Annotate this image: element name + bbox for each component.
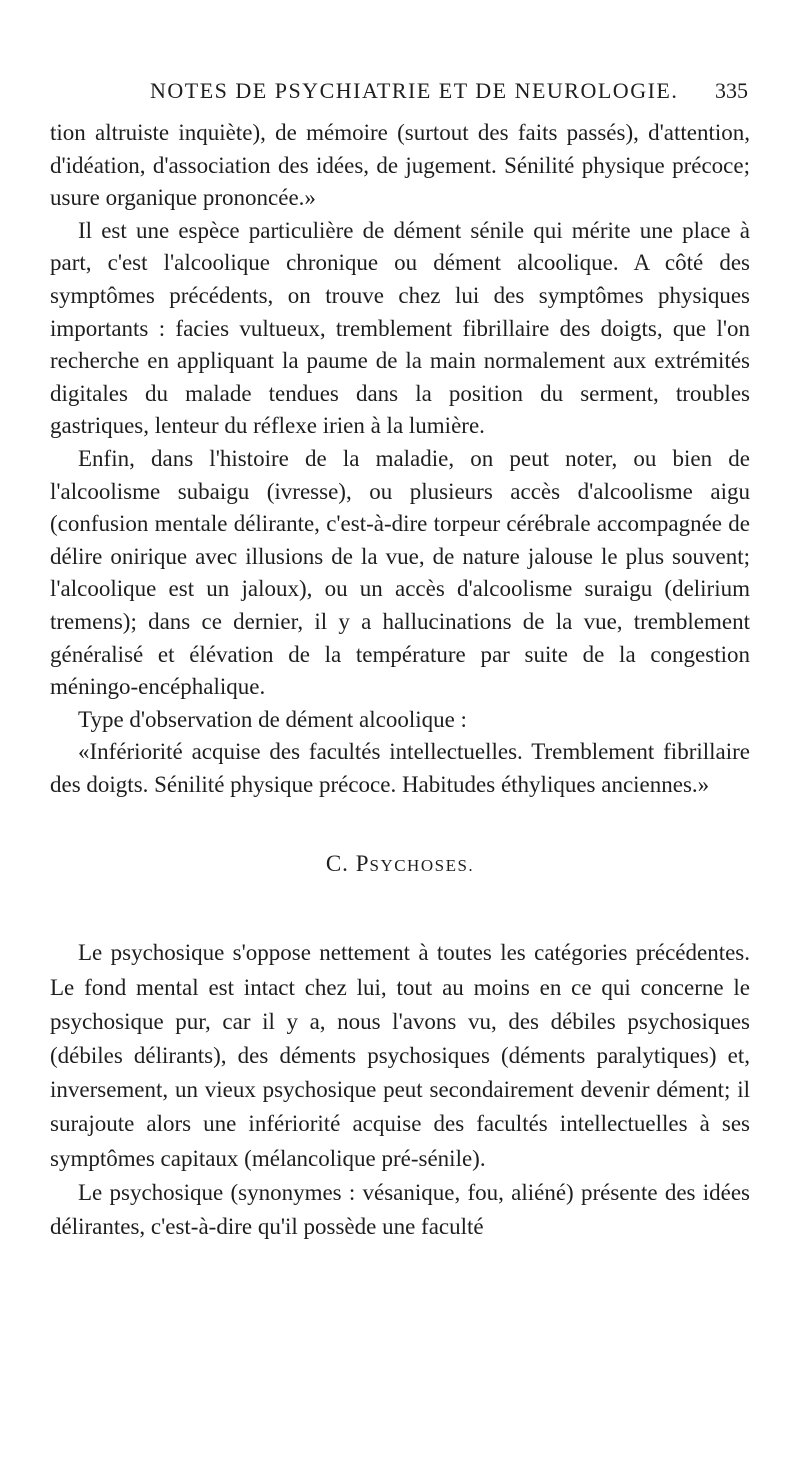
paragraph-observation-quote: «Infériorité acquise des facultés intellectuelles. Tremblement fibrillaire des doigts. Sénilité physique précoce. Habitudes éthyliques anciennes.»: [50, 739, 750, 797]
paragraph-type-observation: Type d'observation de dément alcoolique :: [78, 706, 467, 732]
running-title: NOTES DE PSYCHIATRIE ET DE NEUROLOGIE.: [150, 78, 679, 103]
section-psychoses: [50, 936, 750, 1244]
paragraph-continuation: tion altruiste inquiète), de mémoire (surtout des faits passés), d'attention, d'idéation, d'association des idées, de jugement. Sénilité physique précoce; usure organique prononcée.»: [50, 120, 750, 211]
section-title-initial: P: [355, 851, 370, 877]
paragraph-psychosique: Le psychosique s'oppose nettement à toutes les catégories précédentes. Le fond mental est intact chez lui, tout au moins en ce qui concerne le psychosique pur, car il y a, nous l'avons vu, des débiles psychosiques (débiles délirants), des déments psychosiques (déments paralytiques) et, inversement, un vieux psychosique peut secondairement devenir dément; il surajoute alors une infériorité acquise des facultés intellectuelles à ses symptômes capitaux (mélancolique pré-sénile).: [50, 940, 750, 1171]
section-heading: [50, 848, 750, 882]
page-body: [50, 117, 750, 1244]
running-header: [50, 78, 748, 108]
paragraph-dement-alcoolique: Il est une espèce particulière de dément sénile qui mérite une place à part, c'est l'alcoolique chronique ou dément alcoolique. A côté des symptômes précédents, on trouve chez lui des symptômes physiques importants : facies vultueux, tremblement fibrillaire des doigts, que l'on recherche en appliquant la paume de la main normalement aux extrémités digitales du malade tendues dans la position du serment, troubles gastriques, lenteur du réflexe irien à la lumière.: [50, 217, 750, 439]
paragraph-histoire-maladie: Enfin, dans l'histoire de la maladie, on peut noter, ou bien de l'alcoolisme subaigu (ivresse), ou plusieurs accès d'alcoolisme aigu (confusion mentale délirante, c'est-à-dire torpeur cérébrale accompagnée de délire onirique avec illusions de la vue, de nature jalouse le plus souvent; l'alcoolique est un jaloux), ou un accès d'alcoolisme suraigu (delirium tremens); dans ce dernier, il y a hallucinations de la vue, tremblement généralisé et élévation de la température par suite de la congestion méningo-encéphalique.: [50, 445, 750, 700]
section-title-rest: SYCHOSES.: [369, 856, 475, 876]
page-number: 335: [715, 78, 748, 103]
paragraph-synonymes: Le psychosique (synonymes : vésanique, fou, aliéné) présente des idées délirantes, c'est-à-dire qu'il possède une faculté: [50, 1179, 750, 1240]
section-letter: C.: [325, 851, 349, 877]
